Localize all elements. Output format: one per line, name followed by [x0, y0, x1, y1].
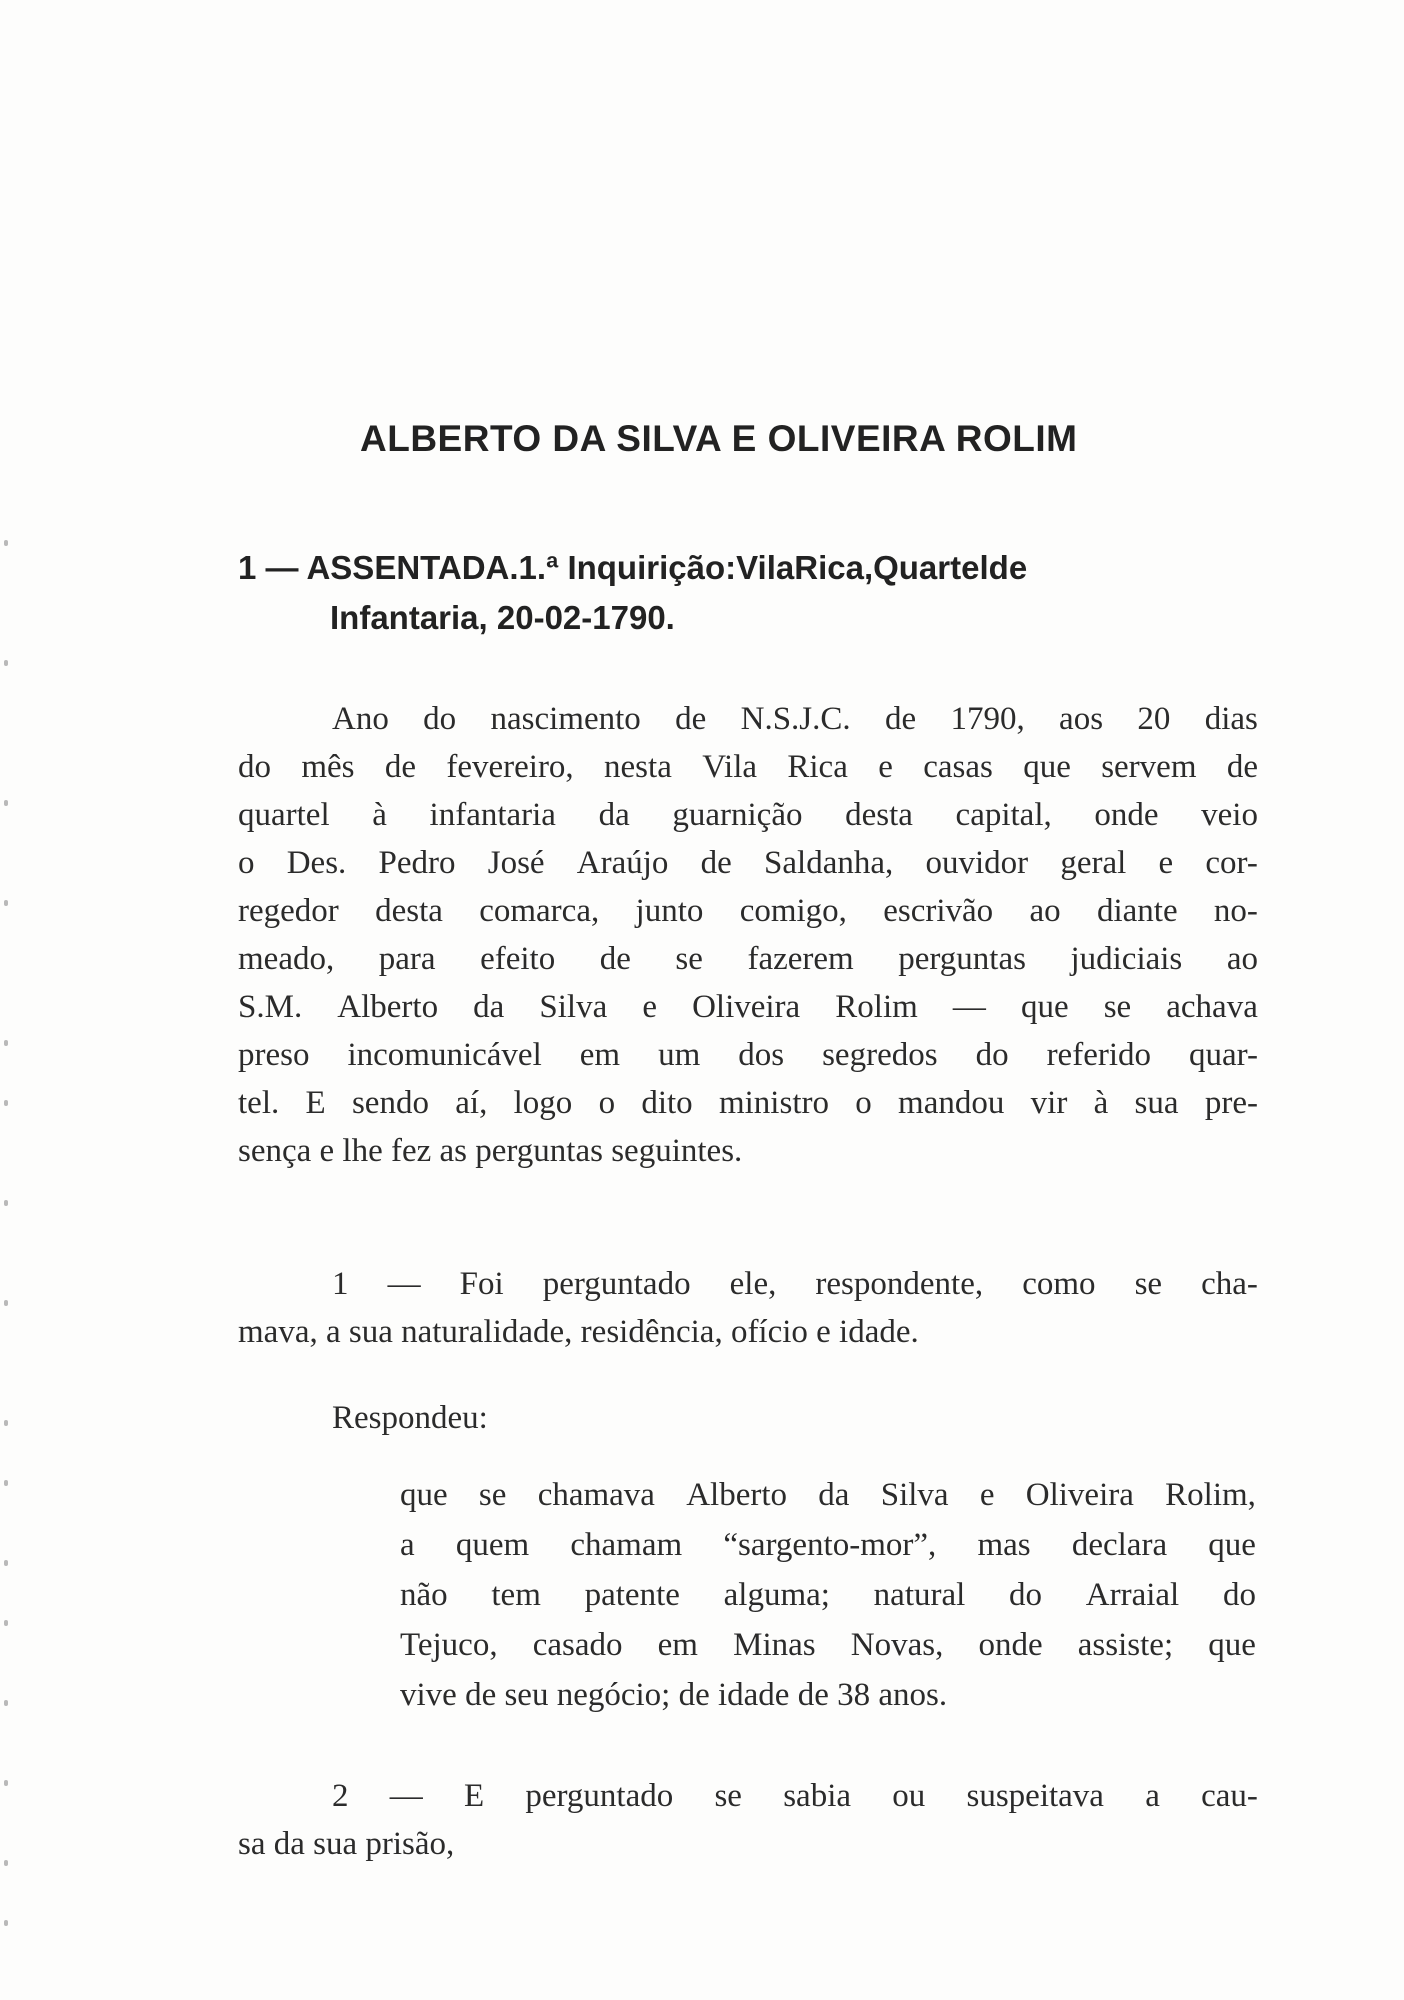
section-heading-line-2: Infantaria, 20-02-1790. [330, 599, 675, 636]
margin-speck [4, 1860, 8, 1866]
text-line: tel. E sendo aí, logo o dito ministro o mandou vir à sua pre- [238, 1085, 1258, 1121]
section-heading-line-1 [238, 543, 1268, 593]
section-heading-word: Quartel [873, 549, 989, 586]
text-line: 1 — Foi perguntado ele, respondente, como se cha- [332, 1266, 1258, 1302]
margin-speck [4, 1620, 8, 1626]
margin-speck [4, 660, 8, 666]
text-line: sa da sua prisão, [238, 1826, 455, 1862]
paragraph-first-line-block [332, 695, 1258, 743]
section-heading-word: 1.ª Inquirição: [518, 549, 737, 586]
text-line: que se chamava Alberto da Silva e Oliveira Rolim, [400, 1477, 1256, 1513]
margin-speck [4, 1780, 8, 1786]
margin-speck [4, 1040, 8, 1046]
margin-speck [4, 1200, 8, 1206]
text-line: Tejuco, casado em Minas Novas, onde assiste; que [400, 1627, 1256, 1663]
margin-speck [4, 1300, 8, 1306]
text-line: quartel à infantaria da guarnição desta capital, onde veio [238, 797, 1258, 833]
text-line: 2 — E perguntado se sabia ou suspeitava a cau- [332, 1778, 1258, 1814]
section-heading [238, 543, 1268, 643]
page-title: ALBERTO DA SILVA E OLIVEIRA ROLIM [360, 418, 1078, 459]
margin-speck [4, 540, 8, 546]
text-line: a quem chamam “sargento-mor”, mas declara que [400, 1527, 1256, 1563]
paragraph-1 [238, 743, 1258, 1175]
text-line: o Des. Pedro José Araújo de Saldanha, ouvidor geral e cor- [238, 845, 1258, 881]
margin-speck [4, 800, 8, 806]
answer-label: Respondeu: [332, 1400, 488, 1436]
binding-margin [0, 0, 12, 2000]
text-line: preso incomunicável em um dos segredos do referido quar- [238, 1037, 1258, 1073]
section-heading-word: 1 — ASSENTADA. [238, 549, 519, 586]
text-line: meado, para efeito de se fazerem perguntas judiciais ao [238, 941, 1258, 977]
paragraph-3 [238, 1820, 1258, 1868]
section-heading-word: de [988, 549, 1028, 586]
margin-speck [4, 1920, 8, 1926]
text-line: mava, a sua naturalidade, residência, ofício e idade. [238, 1314, 919, 1350]
margin-speck [4, 1480, 8, 1486]
text-line: não tem patente alguma; natural do Arraial do [400, 1577, 1256, 1613]
section-heading-word: Rica, [794, 549, 874, 586]
paragraph-2 [238, 1308, 1258, 1356]
margin-speck [4, 1100, 8, 1106]
section-heading-word: Vila [736, 549, 795, 586]
margin-speck [4, 900, 8, 906]
text-line: regedor desta comarca, junto comigo, escrivão ao diante no- [238, 893, 1258, 929]
text-line: S.M. Alberto da Silva e Oliveira Rolim — que se achava [238, 989, 1258, 1025]
text-line: sença e lhe fez as perguntas seguintes. [238, 1133, 743, 1169]
text-line: do mês de fevereiro, nesta Vila Rica e casas que servem de [238, 749, 1258, 785]
answer-block [400, 1470, 1256, 1720]
margin-speck [4, 1700, 8, 1706]
margin-speck [4, 1420, 8, 1426]
text-line: vive de seu negócio; de idade de 38 anos. [400, 1677, 948, 1713]
margin-speck [4, 1560, 8, 1566]
paragraph-2-first-line [332, 1260, 1258, 1308]
text-line: Ano do nascimento de N.S.J.C. de 1790, aos 20 dias [332, 701, 1258, 737]
paragraph-3-first-line [332, 1772, 1258, 1820]
